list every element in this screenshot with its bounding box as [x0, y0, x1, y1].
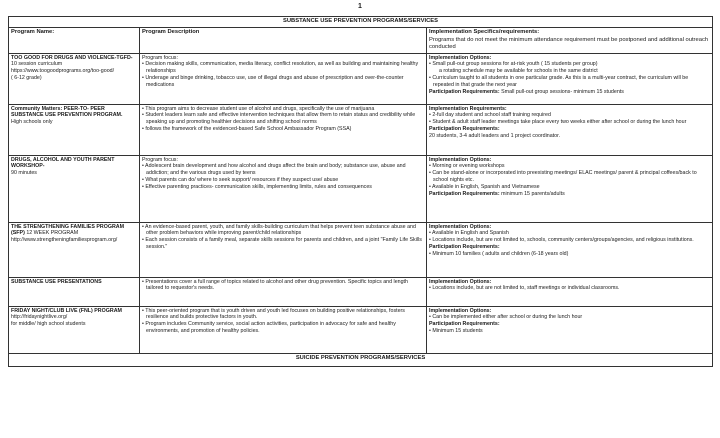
implementation-bullet: • Morning or evening workshops — [429, 163, 505, 170]
implementation-bullet: • Small pull-out group sessions for at-risk youth ( 15 students per group) — [429, 61, 598, 68]
participation-bullet: • Minimum 15 students — [429, 328, 483, 335]
program-name: TOO GOOD FOR DRUGS AND VIOLENCE-TGFD- — [11, 54, 133, 61]
section-title: SUBSTANCE USE PREVENTION PROGRAMS/SERVICES — [9, 17, 713, 28]
participation-label: Participation Requirements: — [429, 126, 500, 133]
program-link[interactable]: http://fridaynightlive.org/ — [11, 314, 68, 321]
program-name: DRUGS, ALCOHOL AND YOUTH PARENT WORKSHOP- — [11, 156, 115, 170]
program-name-cell — [9, 222, 140, 277]
column-header-name: Program Name: — [9, 28, 140, 54]
participation-label: Participation Requirements: — [429, 244, 500, 251]
program-detail: for middle/ high school students — [11, 321, 86, 328]
description-bullet: • What parents can do/ where to seek support/ resources if they suspect use/ abuse — [142, 177, 339, 184]
implementation-bullet: • Can be implemented either after school or during the lunch hour — [429, 314, 583, 321]
program-detail: High schools only — [11, 119, 53, 126]
column-header-implementation-note: Programs that do not meet the minimum attendance requirement must be postponed and additional outreach conducted — [429, 36, 709, 51]
description-heading: Program focus: — [142, 54, 178, 61]
description-bullet: • Effective parenting practices- communication skills, implementing limits, rules and consequences — [142, 184, 372, 191]
participation-label: Participation Requirements: — [429, 321, 500, 328]
description-bullet: • follows the framework of the evidenced-based Safe School Ambassador Program (SSA) — [142, 126, 352, 133]
description-heading: Program focus: — [142, 156, 178, 163]
program-description-cell — [140, 155, 427, 222]
implementation-subline: a rotating schedule may be available for schools in the same district — [439, 68, 598, 75]
implementation-bullet: • Curriculum taught to all students in one particular grade. As this is a multi-year contract, the curriculum will be repeated in that grade the next year — [429, 75, 689, 89]
program-description-cell — [140, 222, 427, 277]
program-name-cell — [9, 306, 140, 353]
implementation-bullet: • Locations include, but are not limited to, schools, community centers/groups/agencies, and religious institutions. — [429, 237, 694, 244]
table-row — [9, 277, 713, 306]
program-name: THE STRENGTHENING FAMILIES PROGRAM (SFP) 12 WEEK PROGRAM — [11, 223, 125, 237]
table-row — [9, 306, 713, 353]
table-row — [9, 222, 713, 277]
program-name-cell — [9, 277, 140, 306]
description-bullet: • Adolescent brain development and how alcohol and drugs affect the brain and body; substance use, abuse and addiction; and the various drugs used by teens — [142, 163, 406, 177]
description-bullet: • An evidence-based parent, youth, and family skills-building curriculum that helps prevent teen substance abuse and other problem behaviors while improving parent/child relationships — [142, 223, 416, 237]
program-detail: 10 session curriculum — [11, 61, 63, 68]
implementation-cell — [427, 277, 713, 306]
table-row — [9, 104, 713, 155]
description-bullet: • Student leaders learn safe and effective intervention techniques that allow them to retain status and credibility while speaking up and promoting healthier decisions and shifting school norms — [142, 112, 416, 126]
page-number: 1 — [358, 3, 362, 10]
implementation-cell — [427, 155, 713, 222]
implementation-heading: Implementation Options: — [429, 307, 492, 314]
program-description-cell — [140, 306, 427, 353]
programs-table — [8, 16, 713, 367]
table-row — [9, 155, 713, 222]
implementation-heading: Implementation Options: — [429, 223, 492, 230]
description-bullet: • Underage and binge drinking, tobacco use, use of illegal drugs and abuse of prescription and over-the-counter medications — [142, 75, 404, 89]
description-bullet: • Decision making skills, communication, media literacy, conflict resolution, as well as building and maintaining healthy relationships — [142, 61, 419, 75]
participation-requirements: Participation Requirements: minimum 15 parents/adults — [429, 190, 565, 197]
implementation-bullet: • Available in English and Spanish — [429, 230, 509, 237]
implementation-cell — [427, 104, 713, 155]
program-name: Community Matters: PEER-TO- PEER SUBSTANCE USE PREVENTION PROGRAM. — [11, 105, 123, 119]
program-description-cell — [140, 277, 427, 306]
program-link[interactable]: https://www.toogoodprograms.org/too-good/ — [11, 68, 115, 75]
column-header-implementation — [427, 28, 713, 54]
description-bullet: • Presentations cover a full range of topics related to alcohol and other drug prevention. Specific topics and length tailored to requestor's needs. — [142, 278, 408, 292]
implementation-bullet: • Locations include, but are not limited to, staff meetings or individual classrooms. — [429, 285, 620, 292]
implementation-bullet: • 2-full day student and school staff training required — [429, 112, 551, 119]
description-bullet: • Each session consists of a family meal, separate skills sessions for parents and children, and a joint "Family Life Skills session." — [142, 237, 422, 251]
description-bullet: • Program includes Community service, social action activities, participation in advocacy for safe and healthy environments, and promotion of healthy policies. — [142, 321, 396, 335]
program-detail: ( 6-12 grade) — [11, 75, 42, 82]
program-description-cell — [140, 104, 427, 155]
program-description-cell — [140, 53, 427, 104]
description-bullet: • This program aims to decrease student use of alcohol and drugs, specifically the use of marijuana — [142, 105, 375, 112]
implementation-cell — [427, 306, 713, 353]
implementation-heading: Implementation Options: — [429, 156, 492, 163]
program-name: SUBSTANCE USE PRESENTATIONS — [11, 278, 102, 285]
participation-requirements: Participation Requirements: Small pull-out group sessions- minimum 15 students — [429, 88, 624, 95]
implementation-cell — [427, 222, 713, 277]
implementation-cell — [427, 53, 713, 104]
program-detail: 90 minutes — [11, 170, 37, 177]
footer-section-title: SUICIDE PREVENTION PROGRAMS/SERVICES — [9, 353, 713, 366]
column-header-description: Program Description — [140, 28, 427, 54]
implementation-bullet: • Can be stand-alone or incorporated into preexisting meetings/ ELAC meetings/ parent & principal coffees/back to school nights etc. — [429, 170, 697, 184]
implementation-heading: Implementation Requirements: — [429, 105, 507, 112]
participation-bullet: • Minimum 10 families ( adults and children (6-18 years old) — [429, 251, 569, 258]
implementation-heading: Implementation Options: — [429, 54, 492, 61]
implementation-bullet: • Available in English, Spanish and Vietnamese — [429, 184, 540, 191]
program-name-cell — [9, 53, 140, 104]
table-row — [9, 53, 713, 104]
implementation-bullet: • Student & adult staff leader meetings take place every two weeks either after school or during the lunch hour — [429, 119, 687, 126]
program-link[interactable]: http://www.strengtheningfamiliesprogram.org/ — [11, 237, 118, 244]
program-name-cell — [9, 104, 140, 155]
column-header-implementation-title: Implementation Specifics/requirements: — [429, 29, 540, 35]
program-name-cell — [9, 155, 140, 222]
implementation-heading: Implementation Options: — [429, 278, 492, 285]
program-name: FRIDAY NIGHT/CLUB LIVE (FNL) PROGRAM — [11, 307, 122, 314]
participation-value: 20 students, 3-4 adult leaders and 1 project coordinator. — [429, 133, 561, 140]
description-bullet: • This peer-oriented program that is youth driven and youth led focuses on building positive relationships, fosters resilience and builds protective factors in youth. — [142, 307, 405, 321]
